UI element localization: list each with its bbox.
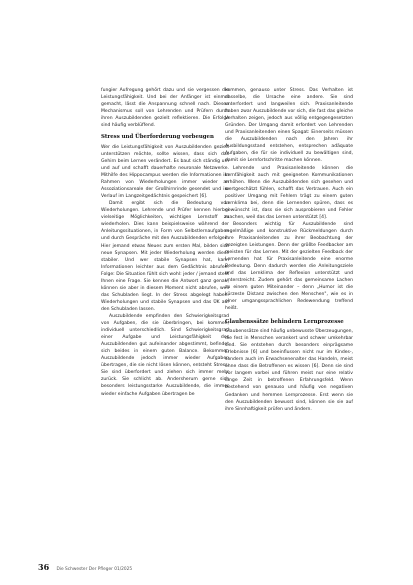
- paragraph: kommen, genauso unter Stress. Das Verhalten ist dasselbe, die Ursache eine andere. Sie sind unterfordert und langweilen sich. Praxisanleitende haben zwar Auszubildende vor sich, die fast das gleiche Verhalten zeigen, jedoch aus völlig entgegengesetzten Gründen. Der Umgang damit erfordert von Lehrenden und Praxisanleitenden einen Spagat: Einerseits müssen die Auszubildenden nach den Jahren ihr Ausbildungsstand entstehen, entsprechen adäquate Aufgaben, die für sie individuell zu bewältigen sind, damit sie Lernfortschritte machen können.: [225, 88, 353, 164]
- text-column-right: [225, 87, 353, 413]
- paragraph: Lehrende und Praxisanleitende können die Lernfähigkeit auch mit geeigneten Kommunikationen erhöhen. Wenn die Auszubildenden sich gesehen und wertgeschätzt fühlen, schafft das Vertrauen. Auch ein positiver Umgang mit Fehlern trägt zu einem guten Lernklima bei, denn die Lernenden spüren, dass es gewünscht ist, dass sie sich ausprobieren und Fehler machen, weil das das Lernen unterstützt [4].: [225, 165, 353, 220]
- paragraph: Auszubildende empfinden den Schwierigkeitsgrad von Aufgaben, die sie überbringen, bei kommen, individuell unterschiedlich. Sind Schwierigkeitsgrad einer Aufgabe und Leistungsfähigkeit des Auszubildenden gut aufeinander abgestimmt, befindet sich beides in einem guten Balance. Bekommen Auszubildende jedoch immer wieder Aufgaben übertragen, die sie nicht lösen können, entsteht Stress. Sie sind überfordert und ziehen sich immer mehr zurück. Sie schlicht ab. Andersherum gerne sich besonders leistungsstarke Auszubildende, die immer wieder einfache Aufgaben übertragen be: [101, 314, 229, 397]
- paragraph: Besonders wichtig für Auszubildende sind regelmäßige und konstruktive Rückmeldungen durch ihre Praxisanleitenden zu ihrer Beobachtung der gezeigten Leistungen. Denn der größte Feedbacker am meisten für das Lernen. Mit der gezielten Feedback der Lernenden hat für Praxisanleitende eine enorme Bedeutung. Denn dadurch werden die Anleitungsziele und das Lernklima der Reflexion unterstützt und unterstreicht. Zudem gehört das gemeinsame Lachen zu einem guten Miteinander – denn „Humor ist die kürzeste Distanz zwischen den Menschen", wie es in einer umgangssprachlichen Redewendung treffend heißt.: [225, 221, 353, 312]
- text-column-left: [101, 87, 229, 398]
- paragraph: Glaubenssätze sind häufig unbewusste Überzeugungen, die fest in Menschen verankert und schwer umkehrbar sind. Sie entstehen durch besonders einprägsame Erlebnisse [6] und beeinflussen nicht nur im Kindes-, sondern auch im Erwachsenenalter das Handeln, meist ohne dass die Betroffenen es wissen [6]. Denn sie sind vor langem vorbei und führen meist nur eine relativ lange Zeit in betroffenen Erfahrungsfeld. Wenn bestehend von genauso und häufig von negativen Gedanken und hemmen Lernprozesse. Erst wenn sie den Auszubildenden bewusst sind, können sie sie auf ihre Sinnhaftigkeit prüfen und ändern.: [225, 329, 353, 412]
- section-heading: Glaubenssätze behindern Lernprozesse: [225, 318, 344, 325]
- paragraph: fungier Aufregung gehört dazu und sie vergessen die Leistungsfähigkeit. Und bei der Anfänger ist einmal gemacht, lässt die Anspannung schnell nach. Diesen Mechanismus soll von Lehrenden und Prüfern durch ihren Auszubildenden gezielt reflektieren. Die Erfolge sind häufig verblüffend.: [101, 88, 229, 129]
- journal-name: Die Schwester Der Pfleger 01/2025: [56, 567, 133, 572]
- section-heading: Stress und Überforderung vorbeugen: [101, 134, 214, 141]
- paragraph: Wer die Leistungsfähigkeit von Auszubildenden gezielt unterstützen möchte, sollte wissen, dass sich das Gehirn beim Lernen verändert. Es baut sich ständig um und auf und schafft dauerhafte neuronale Netzwerke. Mithilfe des Hippocampus werden die Informationen im Rahmen von Wiederholungen immer wieder an Assoziationsareale der Großhirnrinde gesendet und im Verlauf im Langzeitgedächtnis gespeichert [6].: [101, 144, 229, 200]
- page-number: 36: [38, 562, 50, 572]
- paragraph: Damit ergibt sich die Bedeutung von Wiederholungen. Lehrende und Prüfer kennen hierbei vielseitige Möglichkeiten, wichtigen Lernstoff zu wiederholen. Dies kann beispielsweise während der Anleitungssituationen, in Form von Selbstlernaufgaben und durch Gespräche mit den Auszubildenden erfolgen. Hier jemand etwas Neues zum ersten Mal, bilden sich neue Synapsen. Mit jeder Wiederholung werden diese stabiler. Und wer stabile Synapsen hat, kann Informationen leichter aus dem Gedächtnis abrufen. Folge: Die Situation fühlt sich wohl: jeder / jemand stellt Ihnen eine Frage. Sie kennen die Antwort ganz genau, können sie aber in diesem Moment nicht abrufen, weil das Schubladen liegt. In der Stress abgelegt haben. Wiederholungen und stabile Synapsen und das ÜK auf den Schubladen lassen.: [101, 201, 229, 312]
- page-footer: [38, 562, 132, 572]
